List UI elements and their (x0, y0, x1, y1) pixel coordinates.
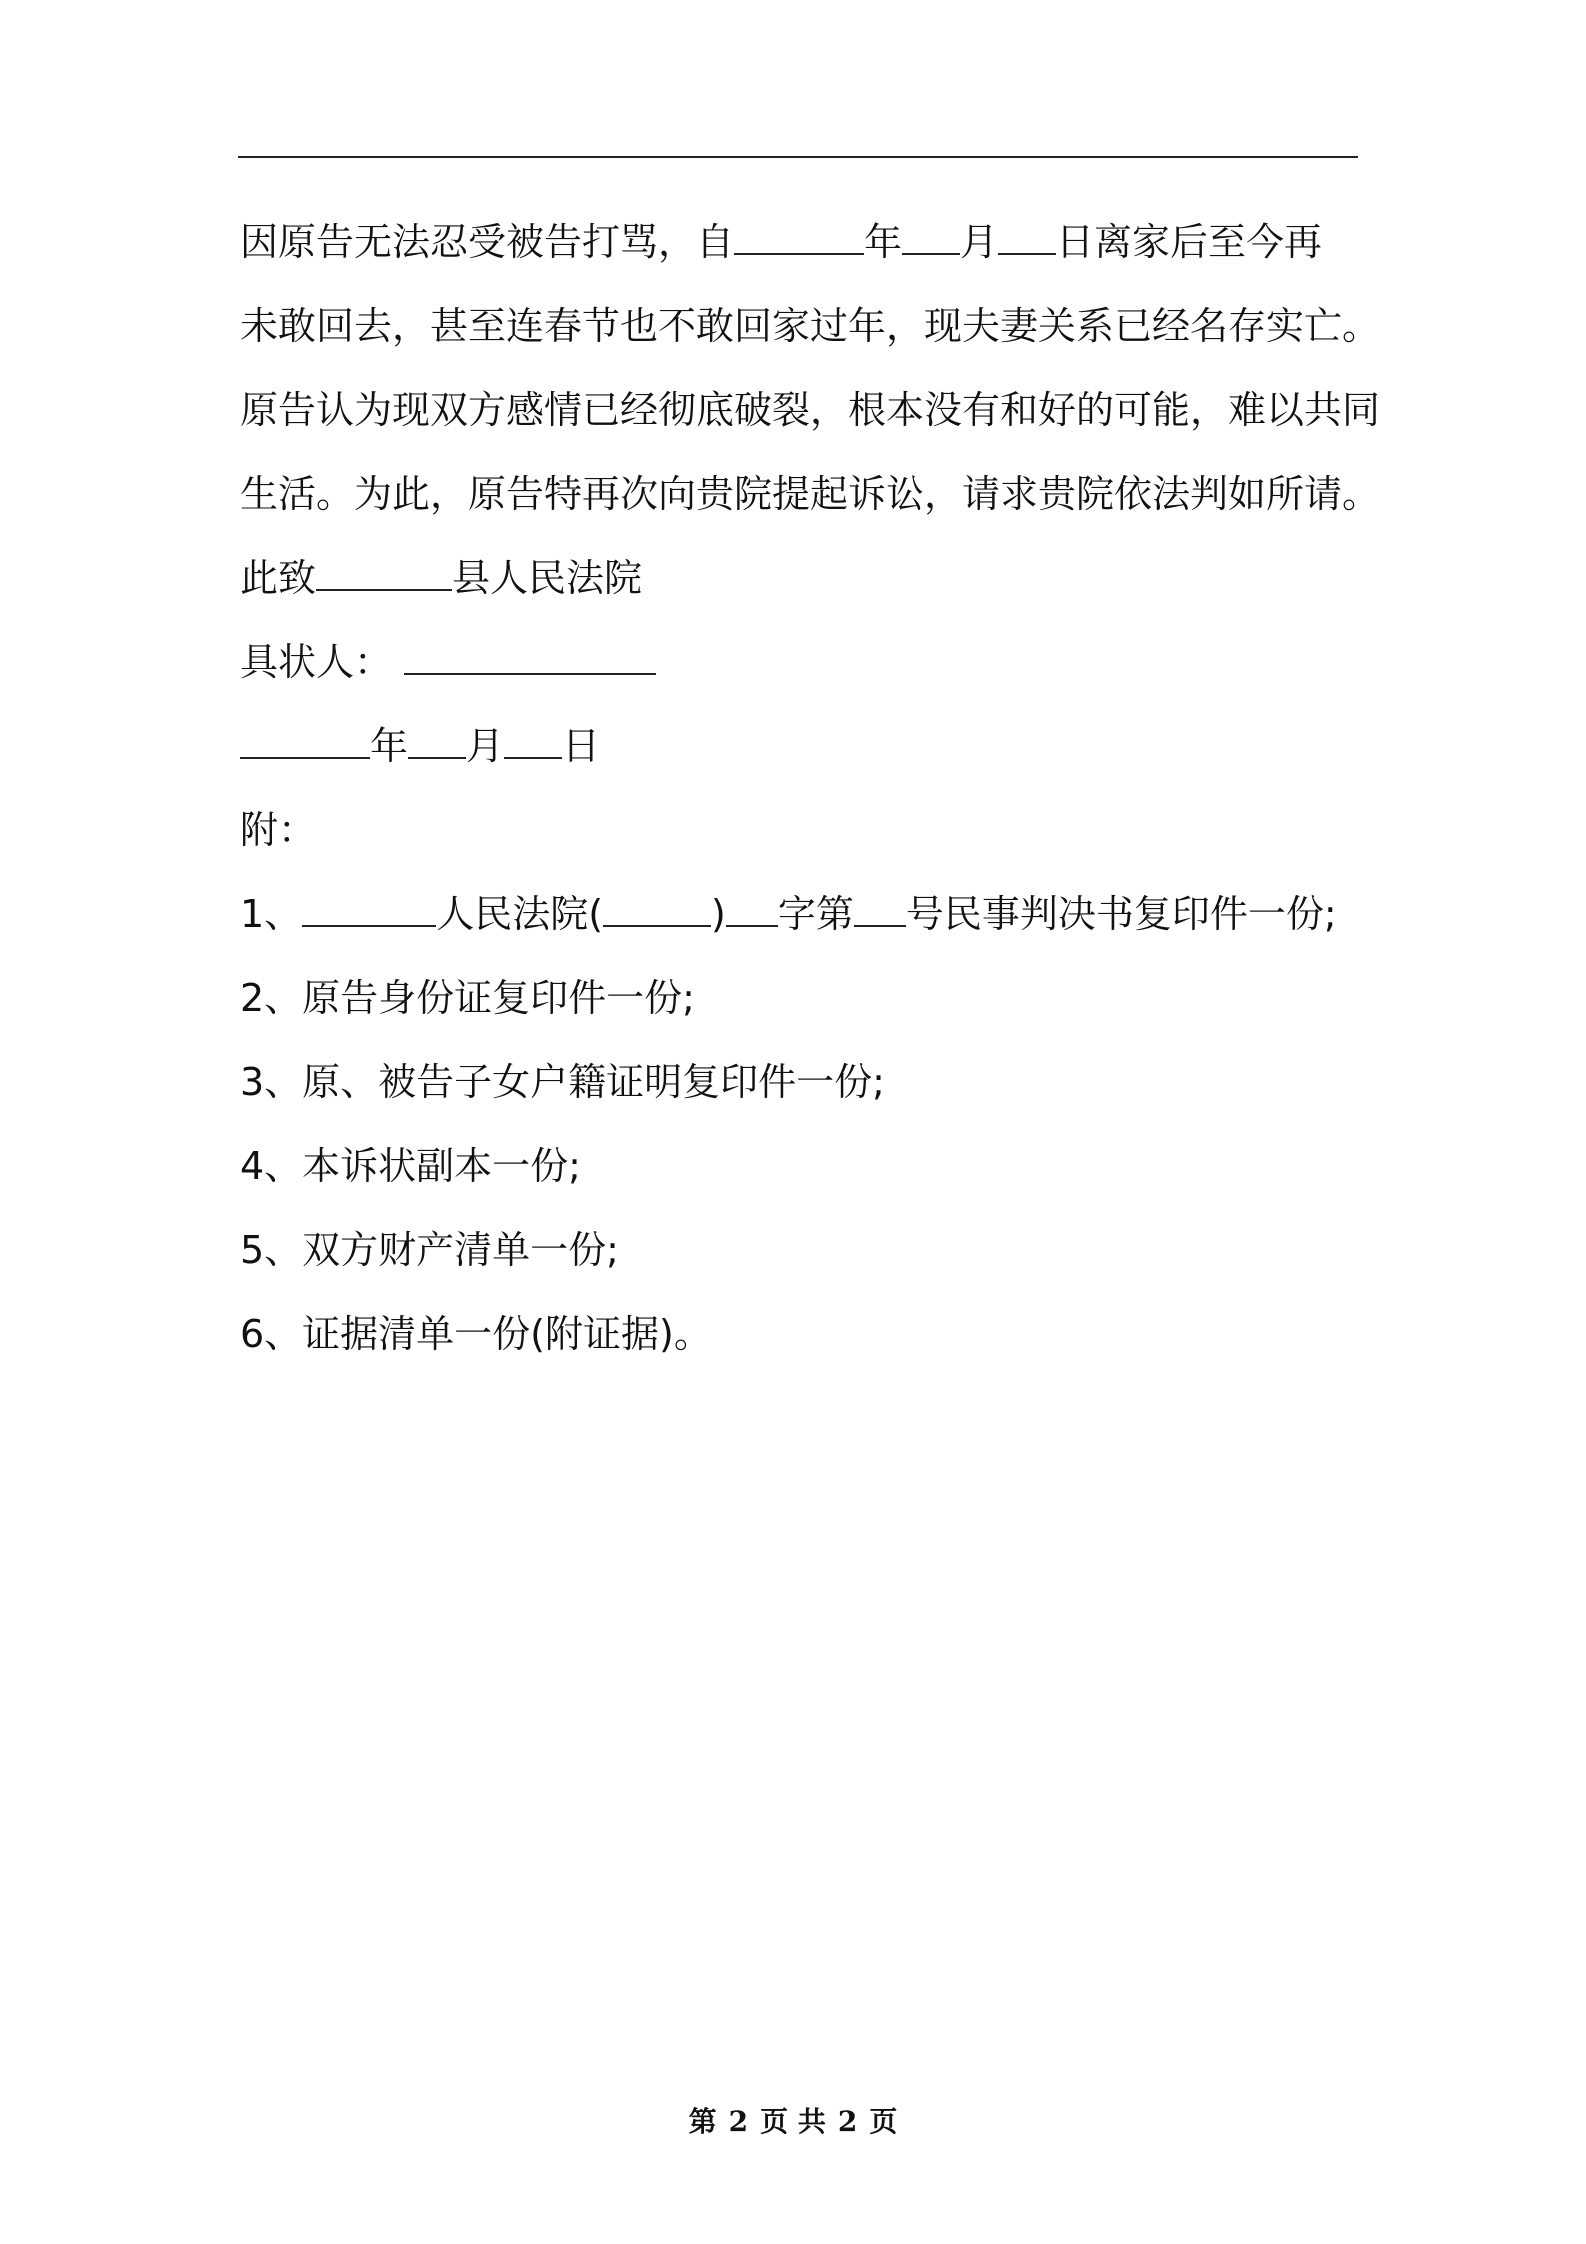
page-prefix: 第 (688, 2105, 717, 2138)
blank-court-name (302, 891, 436, 927)
blank-day (998, 219, 1056, 255)
page-suffix: 页 (869, 2105, 898, 2138)
text-segment: 字第 (777, 892, 854, 936)
paragraph-line-2: 未敢回去，甚至连春节也不敢回家过年，现夫妻关系已经名存实亡。 (240, 304, 1381, 348)
blank-month (902, 219, 960, 255)
blank-year (734, 219, 864, 255)
date-month-label: 月 (466, 724, 505, 768)
blank-case-number (854, 891, 906, 927)
text-segment: ) (711, 892, 726, 936)
header-divider (238, 156, 1358, 158)
blank-county (316, 555, 452, 591)
paragraph-line-1 (240, 200, 1322, 284)
date-day-label: 日 (562, 724, 601, 768)
signer-line (240, 620, 656, 704)
text-segment: 年 (864, 220, 903, 264)
attachment-item-3: 3、原、被告子女户籍证明复印件一份; (240, 1060, 885, 1104)
attachment-item-1 (240, 872, 1337, 956)
text-segment: 号民事判决书复印件一份; (905, 892, 1337, 936)
page-total: 2 (837, 2105, 858, 2138)
addressee-line (240, 536, 642, 620)
addressee-prefix: 此致 (240, 556, 317, 600)
text-segment: 日离家后至今再 (1056, 220, 1323, 264)
text-segment: 月 (960, 220, 999, 264)
addressee-court: 县人民法院 (452, 556, 643, 600)
attachment-item-2: 2、原告身份证复印件一份; (240, 976, 695, 1020)
blank-case-prefix (726, 891, 778, 927)
blank-date-day (504, 723, 562, 759)
blank-date-month (408, 723, 466, 759)
paragraph-line-4: 生活。为此，原告特再次向贵院提起诉讼，请求贵院依法判如所请。 (240, 472, 1381, 516)
blank-date-year (240, 723, 370, 759)
text-segment: 人民法院( (436, 892, 604, 936)
date-line (240, 704, 600, 788)
signer-label: 具状人： (240, 640, 393, 684)
page-current: 2 (728, 2105, 749, 2138)
blank-signer (404, 639, 656, 675)
text-segment: 因原告无法忍受被告打骂，自 (240, 220, 735, 264)
paragraph-line-3: 原告认为现双方感情已经彻底破裂，根本没有和好的可能，难以共同 (240, 388, 1381, 432)
page-mid: 页 共 (760, 2105, 826, 2138)
attachment-item-5: 5、双方财产清单一份; (240, 1228, 619, 1272)
blank-case-year (603, 891, 711, 927)
attachment-item-6: 6、证据清单一份(附证据)。 (240, 1312, 712, 1356)
page-footer (0, 2100, 1586, 2140)
attachment-item-4: 4、本诉状副本一份; (240, 1144, 581, 1188)
attachments-label: 附： (240, 808, 317, 852)
date-year-label: 年 (370, 724, 409, 768)
item-number: 1、 (240, 892, 303, 936)
